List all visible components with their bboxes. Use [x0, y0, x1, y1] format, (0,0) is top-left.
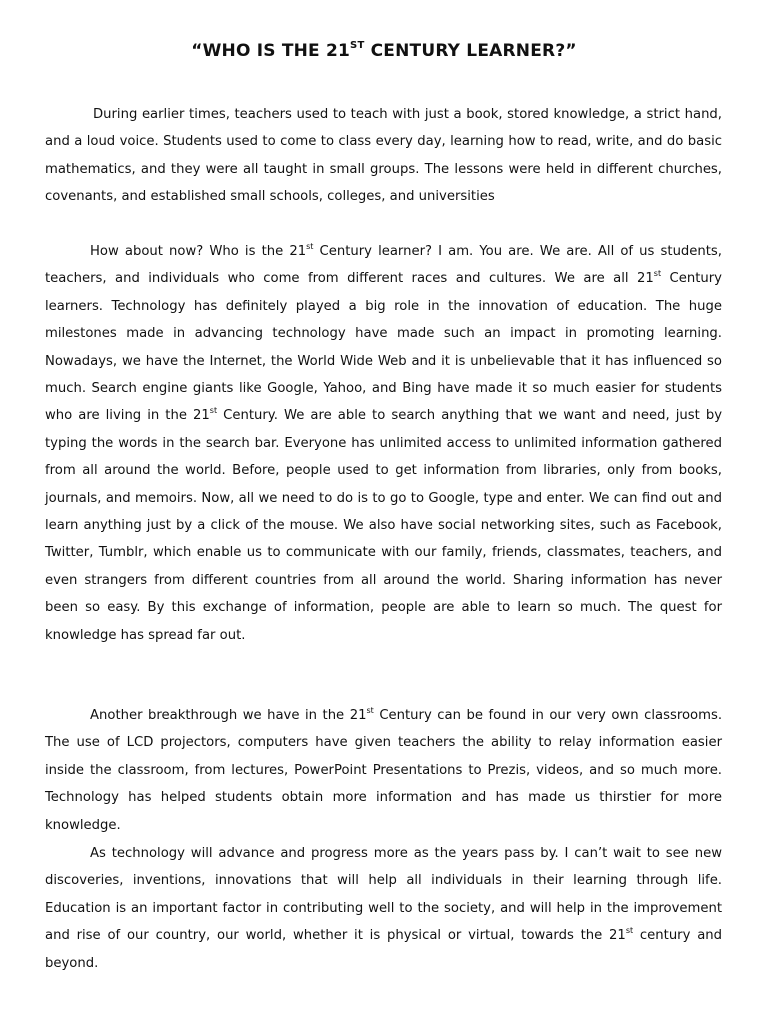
title-text-end: CENTURY LEARNER?”	[364, 41, 577, 61]
paragraph-2	[45, 238, 722, 649]
paragraph-3-text-a: Another breakthrough we have in the 21	[90, 708, 367, 723]
document-title	[0, 40, 768, 61]
superscript-st: st	[209, 406, 218, 416]
superscript-st: st	[653, 269, 662, 279]
paragraph-4-text-a: As technology will advance and progress more as the years pass by. I can’t wait to see new discoveries, inventions, innovations that will help all individuals in their learning through life. Education is an important factor in contributing well to the society, and will help in the improvement and rise of our country, our world, whether it is physical or virtual, towards the 21	[45, 846, 722, 944]
paragraph-3	[45, 702, 722, 839]
paragraph-2-text-c: Century learners. Technology has definitely played a big role in the innovation of education. The huge milestones made in advancing technology have made such an impact in promoting learning. Nowadays, we have the Internet, the World Wide Web and it is unbelievable that it has influenced so much. Search engine giants like Google, Yahoo, and Bing have made it so much easier for students who are living in the 21	[45, 271, 722, 424]
paragraph-3-text-b: Century can be found in our very own classrooms. The use of LCD projectors, computers have given teachers the ability to relay information easier inside the classroom, from lectures, PowerPoint Presentations to Prezis, videos, and so much more. Technology has helped students obtain more information and has made us thirstier for more knowledge.	[45, 708, 723, 833]
paragraph-2-text-a: How about now? Who is the 21	[90, 244, 307, 259]
paragraph-4-text-b: century and beyond.	[45, 928, 723, 971]
title-superscript: ST	[350, 40, 365, 51]
paragraph-1-text: During earlier times, teachers used to teach with just a book, stored knowledge, a strict hand, and a loud voice. Students used to come to class every day, learning how to read, write, and do basic mathematics, and they were all taught in small groups. The lessons were held in different churches, covenants, and established small schools, colleges, and universities	[45, 107, 722, 205]
paragraph-2-text-b: Century learner? I am. You are. We are. All of us students, teachers, and individuals who come from different races and cultures. We are all 21	[45, 244, 722, 287]
superscript-st: st	[306, 242, 314, 251]
paragraph-4	[45, 840, 722, 977]
paragraph-2-text-d: Century. We are able to search anything that we want and need, just by typing the words in the search bar. Everyone has unlimited access to unlimited information gathered from all around the world. Before, people used to get information from libraries, only from books, journals, and memoirs. Now, all we need to do is to go to Google, type and enter. We can find out and learn anything just by a click of the mouse. We also have social networking sites, such as Facebook, Twitter, Tumblr, which enable us to communicate with our family, friends, classmates, teachers, and even strangers from different countries from all around the world. Sharing information has never been so easy. By this exchange of information, people are able to learn so much. The quest for knowledge has spread far out.	[45, 408, 722, 643]
title-text-start: “WHO IS THE 21	[191, 41, 351, 61]
paragraph-1	[45, 101, 722, 211]
superscript-st: st	[366, 706, 374, 715]
superscript-st: st	[625, 926, 634, 936]
